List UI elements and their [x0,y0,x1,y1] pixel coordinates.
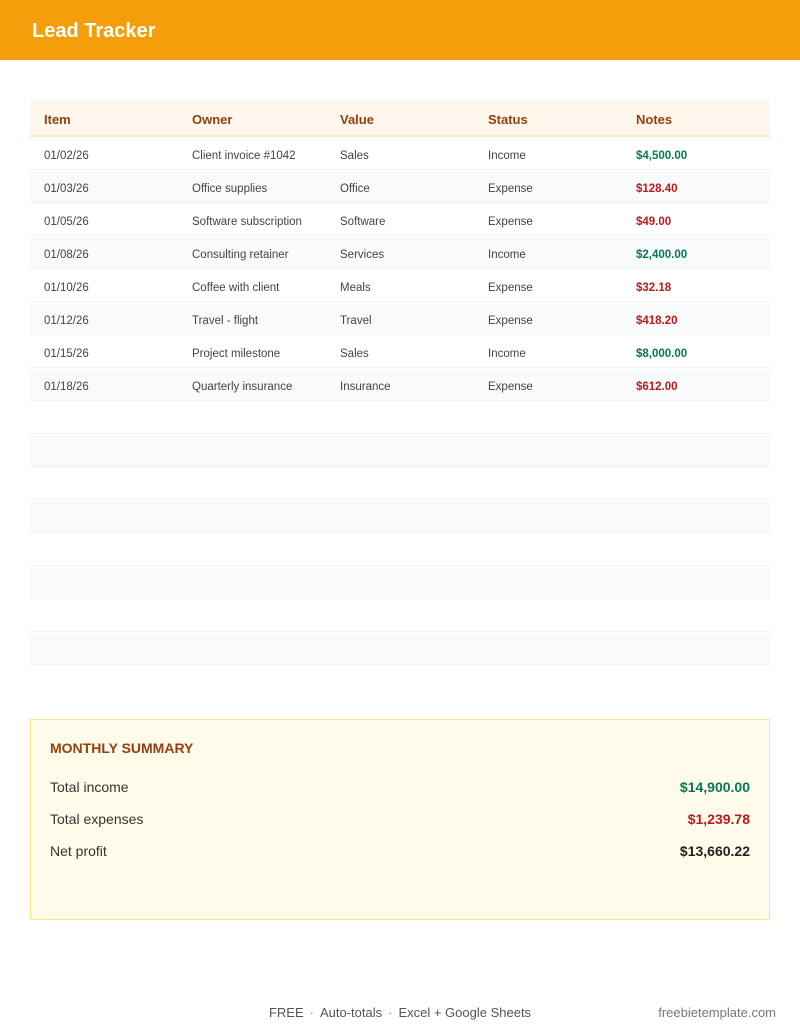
column-header-item: Item [44,112,71,127]
cell-item: 01/02/26 [44,150,89,162]
cell-notes: $2,400.00 [636,249,688,261]
cell-status: Income [488,348,526,360]
summary-title: MONTHLY SUMMARY [50,740,194,756]
cell-item: 01/12/26 [44,315,89,327]
table-row [30,502,770,533]
table-row [30,469,770,500]
table-row [30,535,770,566]
cell-status: Income [488,249,526,261]
total-expenses-value: $1,239.78 [687,811,750,827]
summary-row-net [50,842,750,860]
cell-notes: $4,500.00 [636,150,688,162]
column-header-notes: Notes [636,112,673,127]
cell-value: Sales [340,348,369,360]
footer-site: freebietemplate.com [658,1005,776,1020]
summary-row-income [50,778,750,796]
net-profit-value: $13,660.22 [679,843,750,859]
table-row [30,568,770,599]
column-header-status: Status [488,112,528,127]
cell-value: Travel [340,315,372,327]
table-row [30,304,770,335]
header-bar [0,0,800,60]
separator-dot: · [309,1005,314,1020]
table-row [30,238,770,269]
footer-tag-free: FREE [268,1005,304,1020]
cell-owner: Coffee with client [192,282,280,294]
cell-owner: Travel - flight [192,315,259,327]
cell-status: Expense [488,315,533,327]
net-profit-label: Net profit [50,843,107,859]
cell-notes: $49.00 [636,216,672,228]
column-header-value: Value [340,112,374,127]
table-body [30,139,770,665]
total-expenses-label: Total expenses [50,811,144,827]
column-header-owner: Owner [192,112,233,127]
cell-owner: Client invoice #1042 [192,150,296,162]
cell-value: Services [340,249,385,261]
cell-status: Expense [488,282,533,294]
cell-value: Meals [340,282,371,294]
cell-item: 01/05/26 [44,216,89,228]
summary-row-expenses [50,810,750,828]
table-row [30,139,770,170]
page-title: Lead Tracker [32,20,156,42]
cell-notes: $128.40 [636,183,678,195]
cell-owner: Consulting retainer [192,249,289,261]
total-income-label: Total income [50,779,129,795]
table-row [30,205,770,236]
cell-status: Expense [488,183,533,195]
cell-item: 01/18/26 [44,381,89,393]
table-row [30,634,770,665]
cell-status: Expense [488,216,533,228]
table-row [30,271,770,302]
cell-status: Expense [488,381,533,393]
cell-value: Sales [340,150,369,162]
cell-notes: $418.20 [636,315,678,327]
table-row [30,601,770,632]
total-income-value: $14,900.00 [679,779,750,795]
table-row [30,370,770,401]
cell-notes: $612.00 [636,381,678,393]
cell-owner: Office supplies [192,183,268,195]
footer-tag-auto-totals: Auto-totals [319,1005,383,1020]
table-header [30,100,770,137]
cell-item: 01/10/26 [44,282,89,294]
monthly-summary-panel [30,719,770,920]
cell-value: Office [340,183,370,195]
table-row [30,403,770,434]
cell-value: Software [340,216,386,228]
table-row [30,337,770,368]
separator-dot: · [388,1005,393,1020]
cell-notes: $8,000.00 [636,348,688,360]
cell-owner: Software subscription [192,216,302,228]
cell-item: 01/03/26 [44,183,89,195]
footer-tag-excel-sheets: Excel + Google Sheets [398,1005,532,1020]
table-row [30,172,770,203]
cell-item: 01/15/26 [44,348,89,360]
lead-table [30,100,770,665]
cell-notes: $32.18 [636,282,672,294]
cell-owner: Project milestone [192,348,281,360]
cell-owner: Quarterly insurance [192,381,293,393]
cell-value: Insurance [340,381,391,393]
table-row [30,436,770,467]
cell-item: 01/08/26 [44,249,89,261]
cell-status: Income [488,150,526,162]
